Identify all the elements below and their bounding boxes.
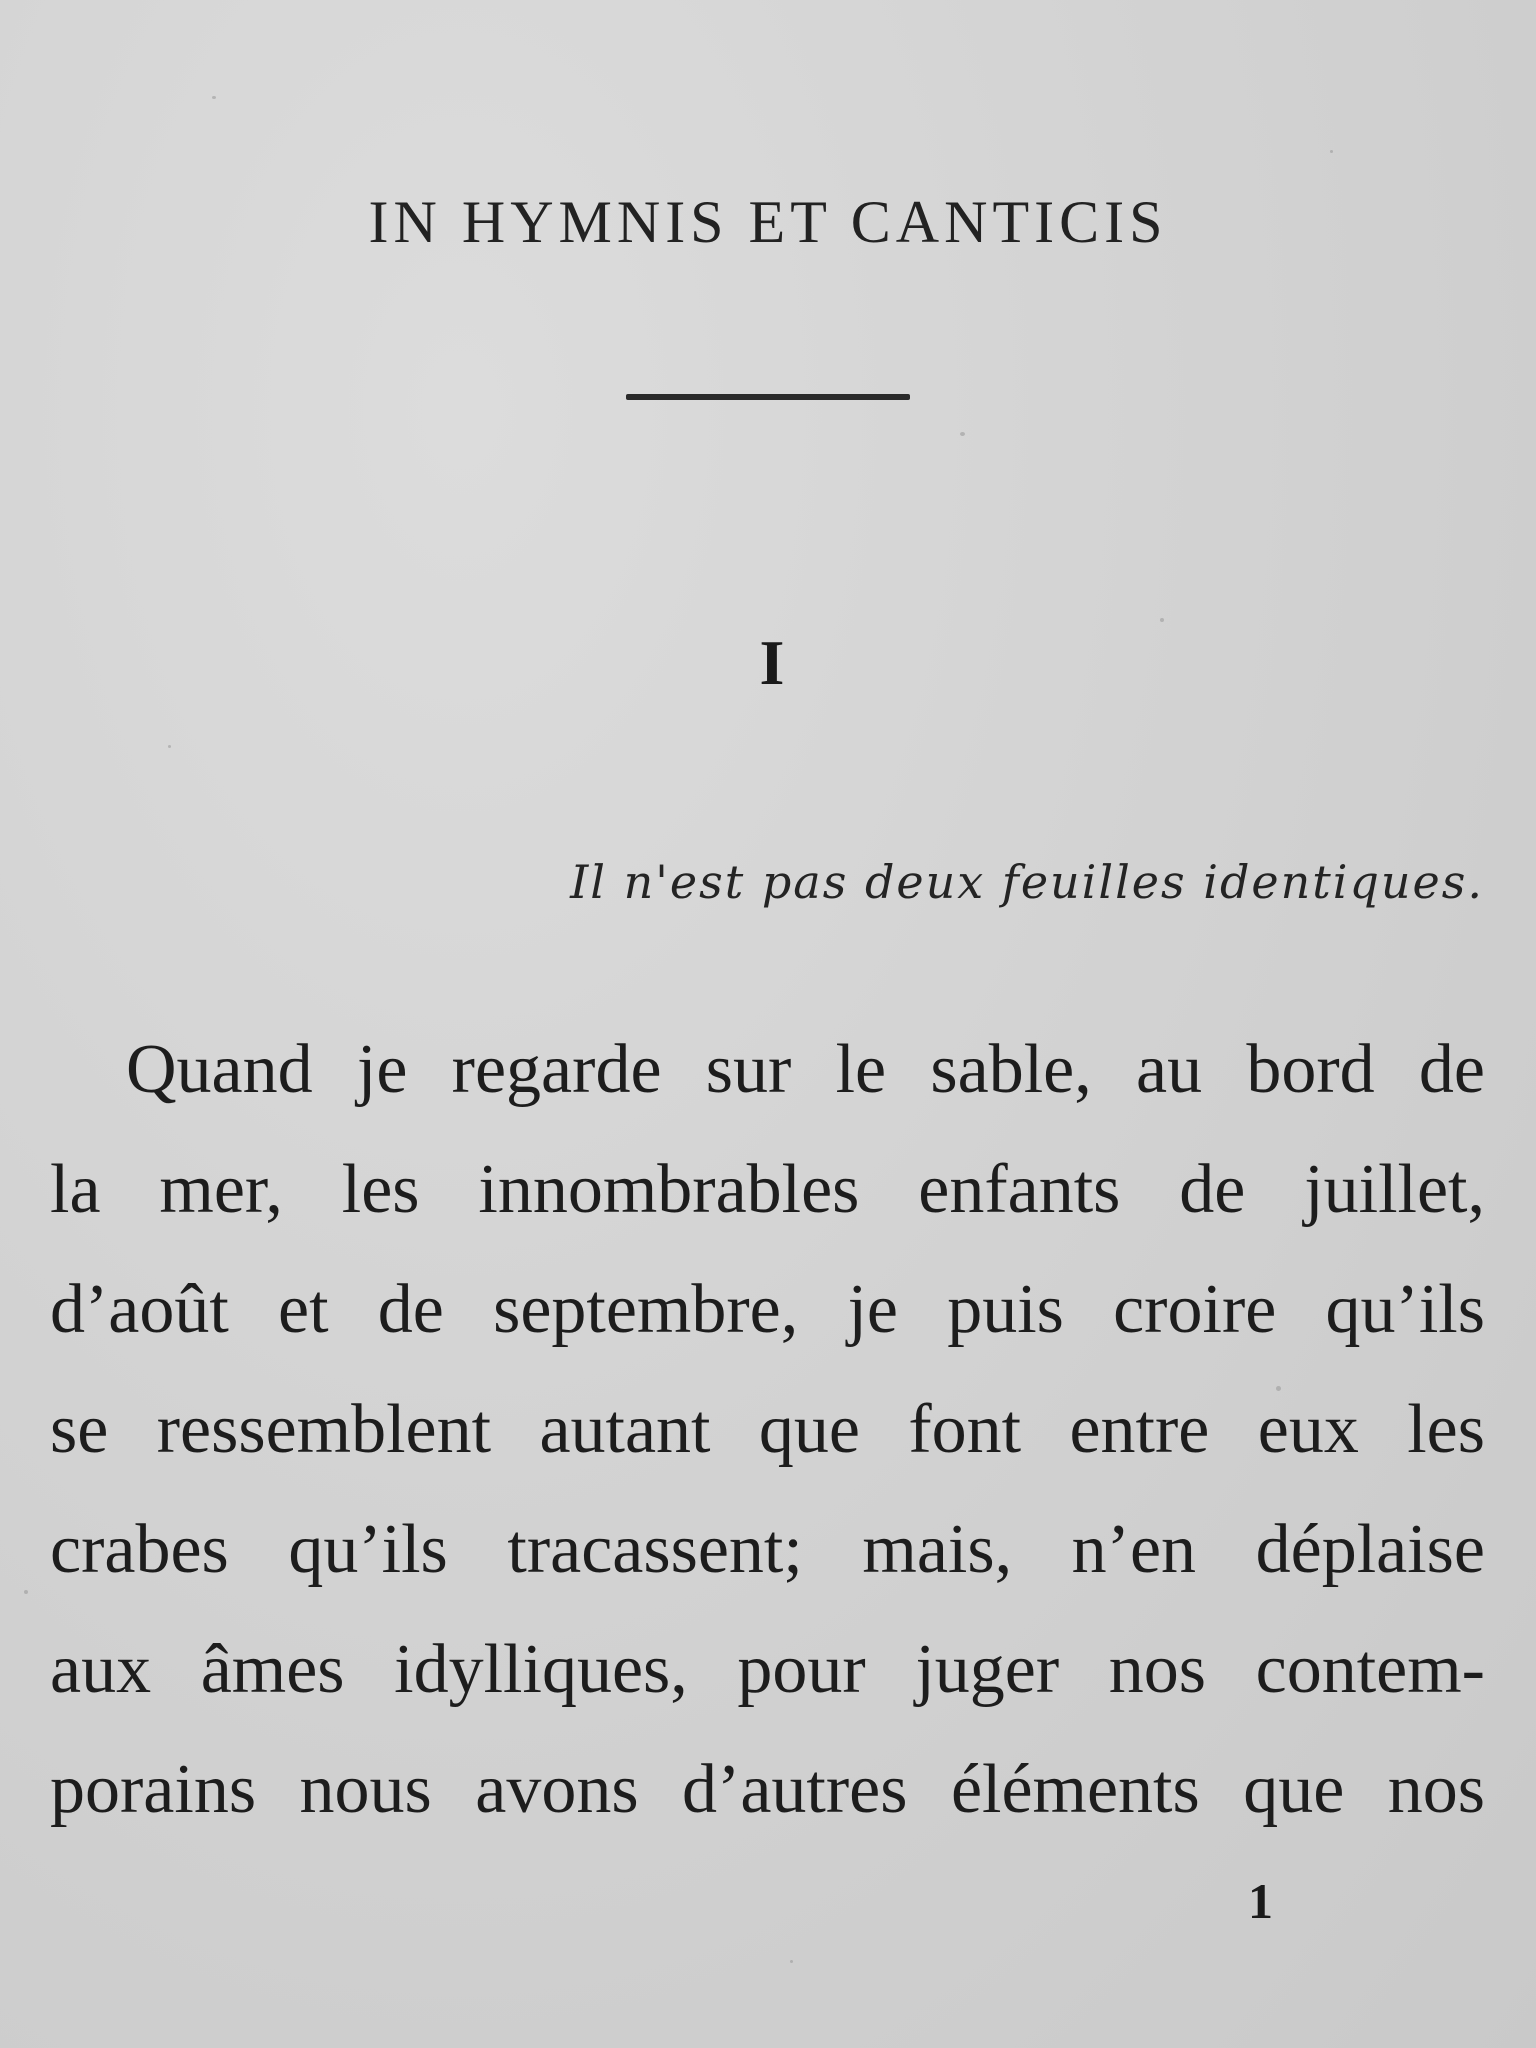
page-number: 1	[1248, 1873, 1273, 1929]
chapter-number: I	[759, 627, 785, 698]
body-line: la mer, les innombrables enfants de juillet,	[50, 1151, 1485, 1228]
body-line: crabes qu’ils tracassent; mais, n’en déplaise	[50, 1511, 1485, 1588]
paper-speck	[24, 1590, 28, 1594]
body-line: d’août et de septembre, je puis croire qu’ils	[50, 1271, 1485, 1348]
paper-speck	[790, 1960, 793, 1963]
paper-speck	[1160, 618, 1164, 622]
body-paragraph	[50, 1020, 1485, 1860]
body-line: aux âmes idylliques, pour juger nos contem-	[50, 1631, 1485, 1708]
running-title: IN HYMNIS ET CANTICIS	[368, 189, 1168, 255]
body-line: porains nous avons d’autres éléments que nos	[50, 1751, 1485, 1828]
body-line: se ressemblent autant que font entre eux les	[50, 1391, 1485, 1468]
paper-speck	[212, 96, 216, 99]
paper-speck	[168, 745, 171, 748]
body-line: Quand je regarde sur le sable, au bord de	[126, 1031, 1485, 1108]
paper-speck	[960, 432, 965, 436]
epigraph: Il n'est pas deux feuilles identiques.	[570, 855, 1484, 909]
title-rule	[626, 394, 910, 400]
paper-speck	[1330, 150, 1333, 153]
